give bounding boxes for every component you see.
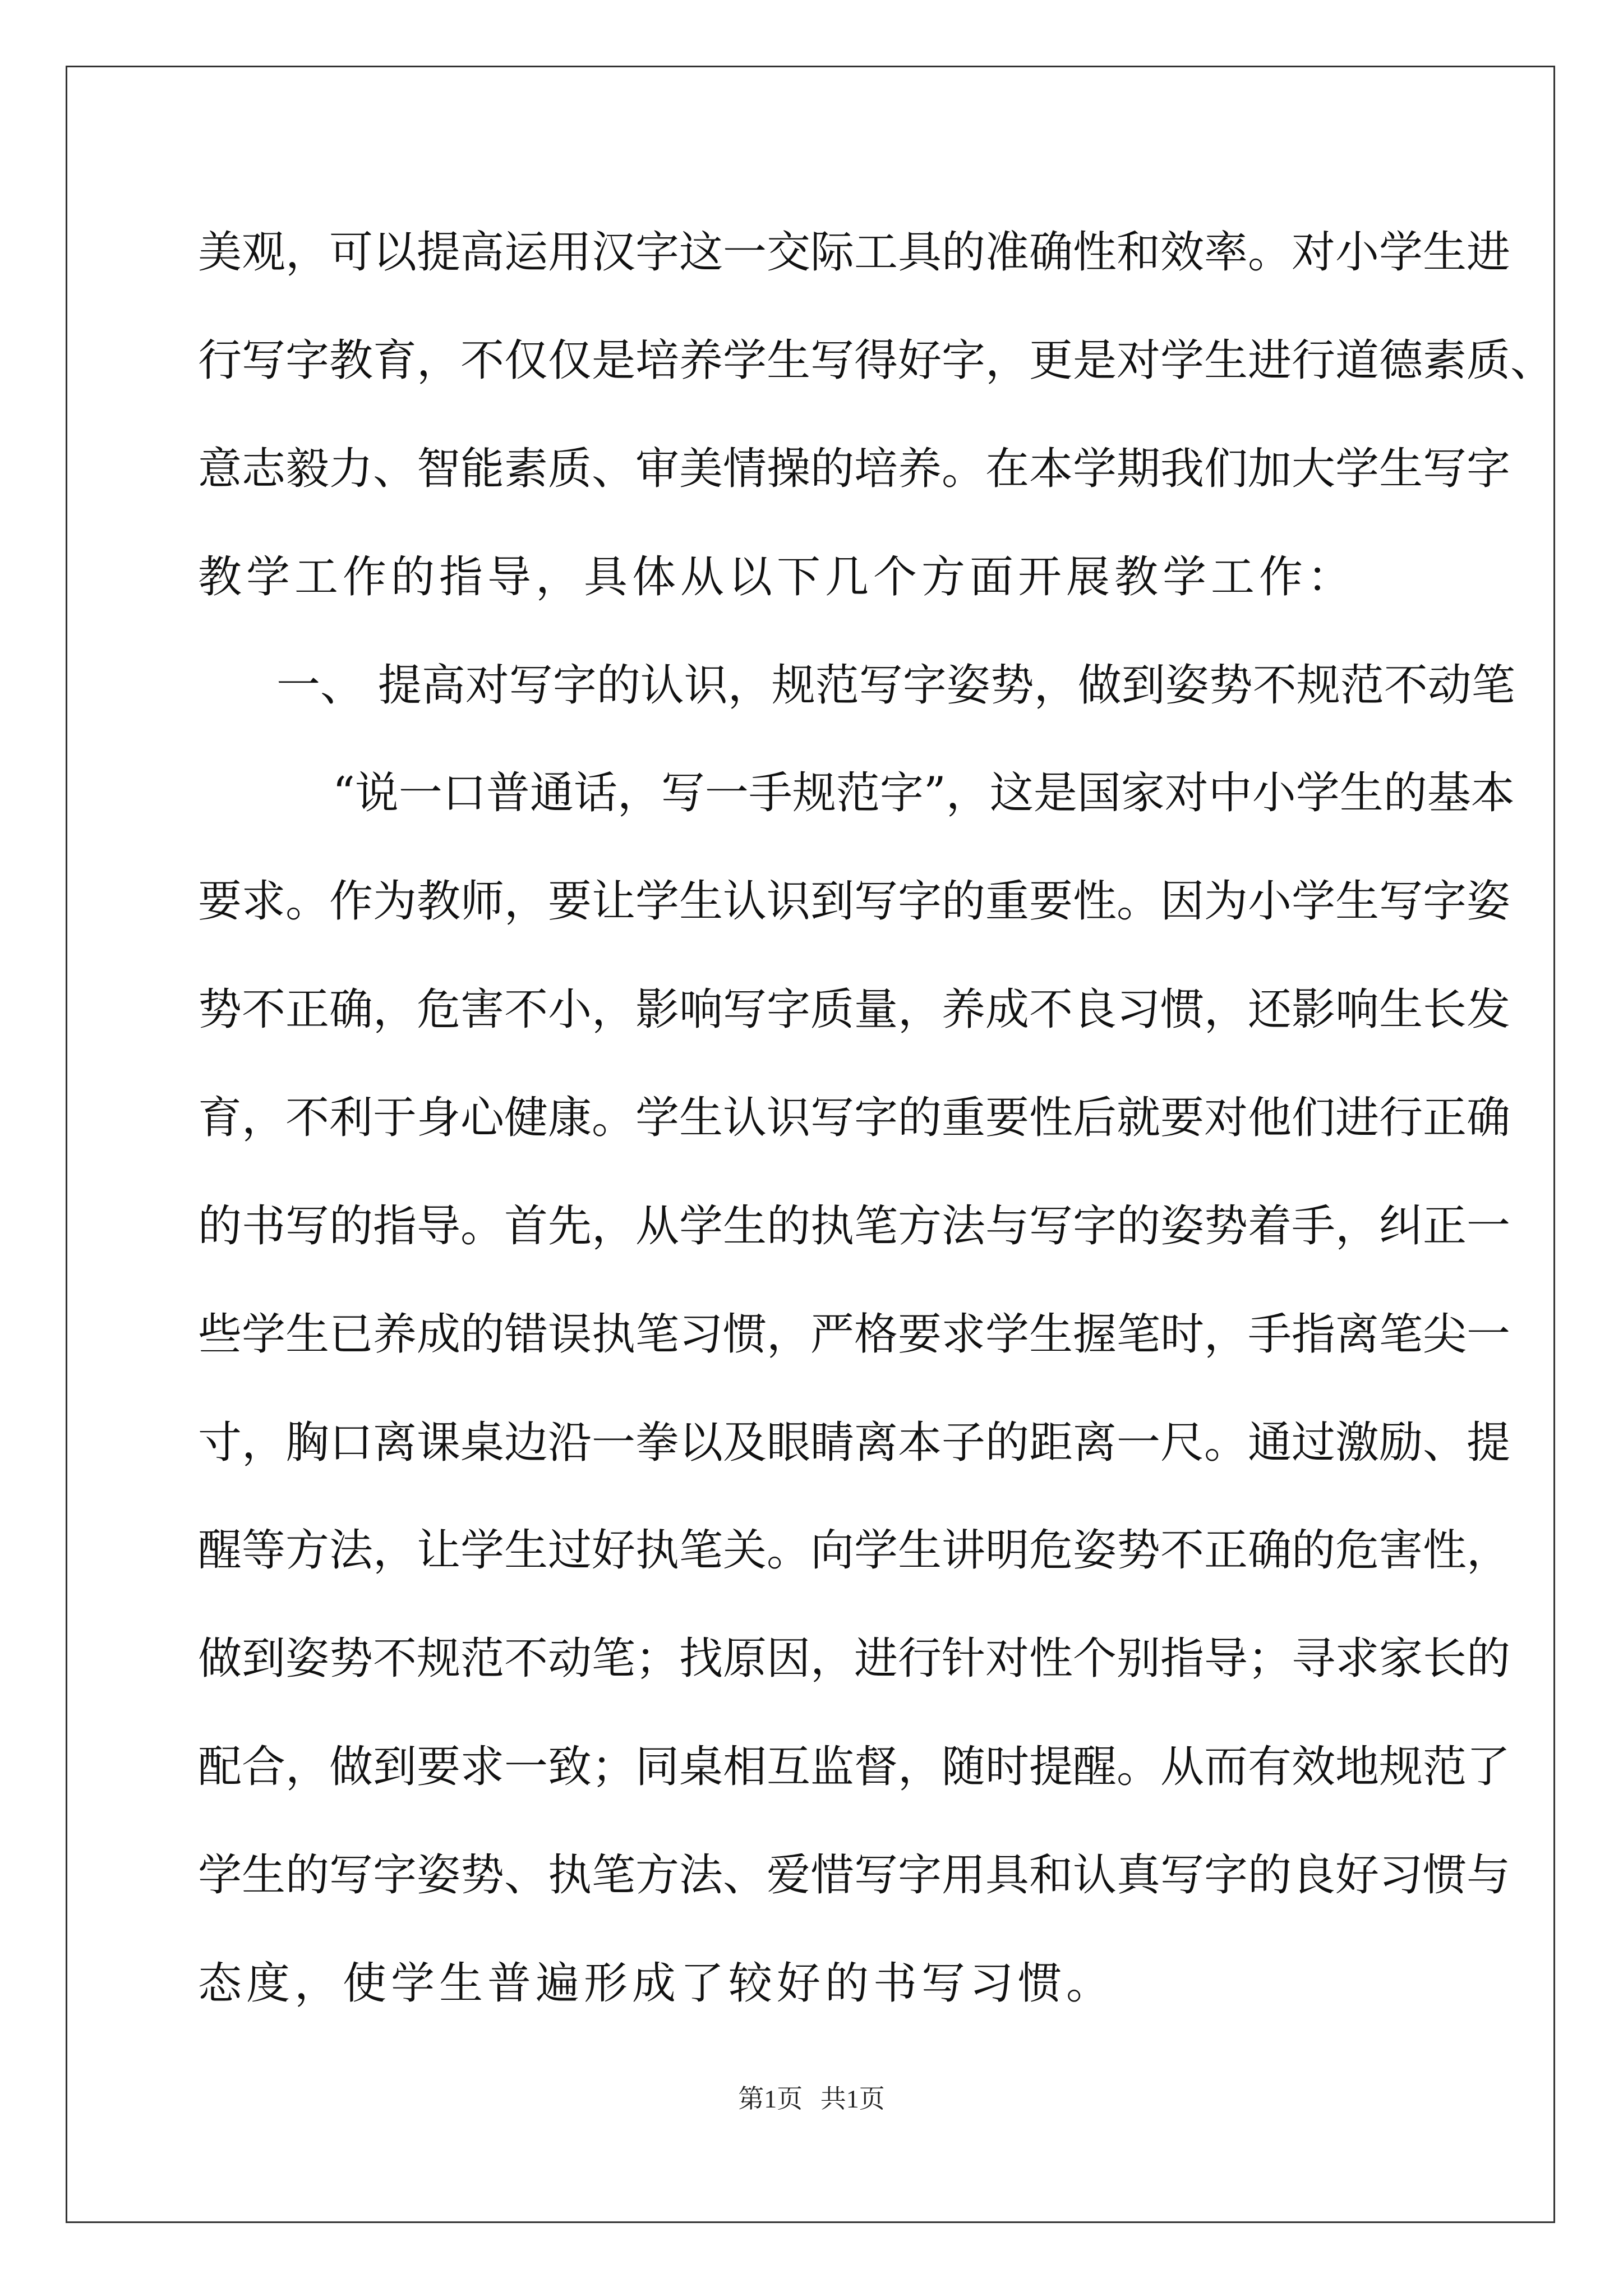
paragraph-line: 学生的写字姿势、执笔方法、爱惜写字用具和认真写字的良好习惯与 xyxy=(198,1850,1511,1901)
paragraph-line: 意志毅力、智能素质、审美情操的培养。在本学期我们加大学生写字 xyxy=(198,444,1511,494)
paragraph-line: 态度，使学生普遍形成了较好的书写习惯。 xyxy=(198,1958,1115,2009)
paragraph-line: 育，不利于身心健康。学生认识写字的重要性后就要对他们进行正确 xyxy=(198,1093,1511,1143)
page-footer xyxy=(0,2082,1623,2116)
paragraph-line: 教学工作的指导，具体从以下几个方面开展教学工作： xyxy=(198,552,1356,602)
paragraph-line: 的书写的指导。首先，从学生的执笔方法与写字的姿势着手，纠正一 xyxy=(198,1201,1511,1251)
paragraph-line: 些学生已养成的错误执笔习惯，严格要求学生握笔时，手指离笔尖一 xyxy=(198,1309,1511,1360)
paragraph-line: 寸，胸口离课桌边沿一拳以及眼睛离本子的距离一尺。通过激励、提 xyxy=(198,1418,1511,1468)
paragraph-line: 势不正确，危害不小，影响写字质量，养成不良习惯，还影响生长发 xyxy=(198,984,1511,1035)
paragraph-line: 行写字教育，不仅仅是培养学生写得好字，更是对学生进行道德素质、 xyxy=(198,335,1555,386)
paragraph-line: 醒等方法，让学生过好执笔关。向学生讲明危姿势不正确的危害性， xyxy=(198,1525,1511,1576)
paragraph-line: 要求。作为教师，要让学生认识到写字的重要性。因为小学生写字姿 xyxy=(198,876,1511,927)
paragraph-line: 配合，做到要求一致；同桌相互监督，随时提醒。从而有效地规范了 xyxy=(198,1742,1511,1792)
page-number: 第1页 xyxy=(738,2085,803,2113)
paragraph-line: “说一口普通话，写一手规范字”，这是国家对中小学生的基本 xyxy=(333,768,1515,818)
paragraph-line: 做到姿势不规范不动笔；找原因，进行针对性个别指导；寻求家长的 xyxy=(198,1634,1511,1684)
total-pages: 共1页 xyxy=(820,2085,885,2113)
paragraph-line: 美观，可以提高运用汉字这一交际工具的准确性和效率。对小学生进 xyxy=(198,227,1511,278)
section-heading: 一、 提高对写字的认识，规范写字姿势，做到姿势不规范不动笔 xyxy=(276,660,1515,711)
